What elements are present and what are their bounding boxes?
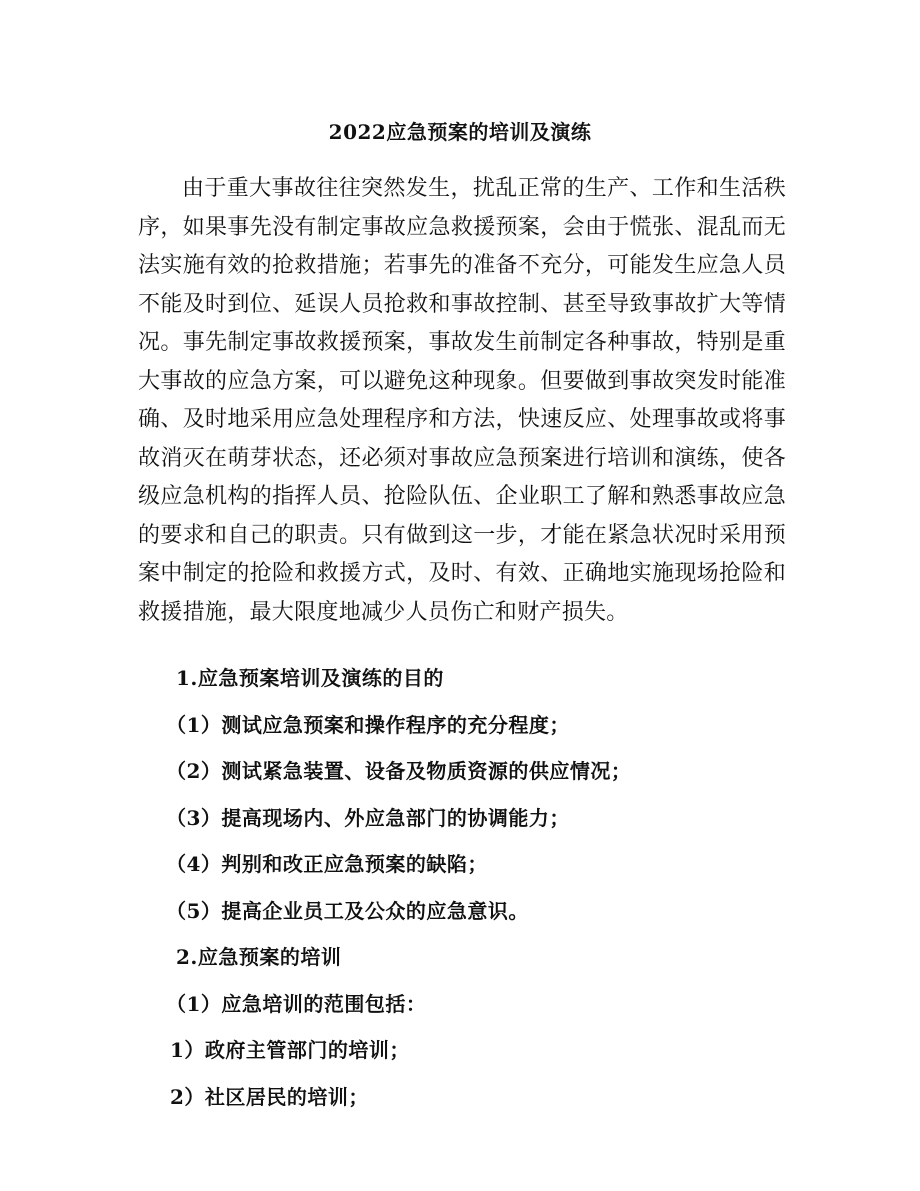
- list-item: （4）判别和改正应急预案的缺陷；: [166, 852, 488, 876]
- section-heading-purpose: 1.应急预案培训及演练的目的: [176, 666, 444, 690]
- list-item: 2）社区居民的培训；: [170, 1084, 369, 1109]
- list-item: （1）应急培训的范围包括：: [166, 991, 427, 1016]
- outline-list: [138, 659, 798, 1124]
- document-title: 2022应急预案的培训及演练: [328, 120, 592, 144]
- list-item: （2）测试紧急装置、设备及物质资源的供应情况；: [166, 759, 632, 783]
- list-item: （3）提高现场内、外应急部门的协调能力；: [166, 805, 570, 830]
- list-item: 1）政府主管部门的培训；: [170, 1038, 410, 1062]
- list-item: （5）提高企业员工及公众的应急意识。: [166, 898, 529, 923]
- section-heading-training: 2.应急预案的培训: [176, 945, 342, 969]
- intro-paragraph: 由于重大事故往往突然发生，扰乱正常的生产、工作和生活秩序，如果事先没有制定事故应急救援预案，会由于慌张、混乱而无法实施有效的抢救措施；若事先的准备不充分，可能发生应急人员不能及时到位、延误人员抢救和事故控制、甚至导致事故扩大等情况。事先制定事故救援预案，事故发生前制定各种事故，特别是重大事故的应急方案，可以避免这种现象。但要做到事故突发时能准确、及时地采用应急处理程序和方法，快速反应、处理事故或将事故消灭在萌芽状态，还必须对事故应急预案进行培训和演练，使各级应急机构的指挥人员、抢险队伍、企业职工了解和熟悉事故应急的要求和自己的职责。只有做到这一步，才能在紧急状况时采用预案中制定的抢险和救援方式，及时、有效、正确地实施现场抢险和救援措施，最大限度地减少人员伤亡和财产损失。: [138, 176, 786, 625]
- list-item: （1）测试应急预案和操作程序的充分程度；: [166, 712, 570, 737]
